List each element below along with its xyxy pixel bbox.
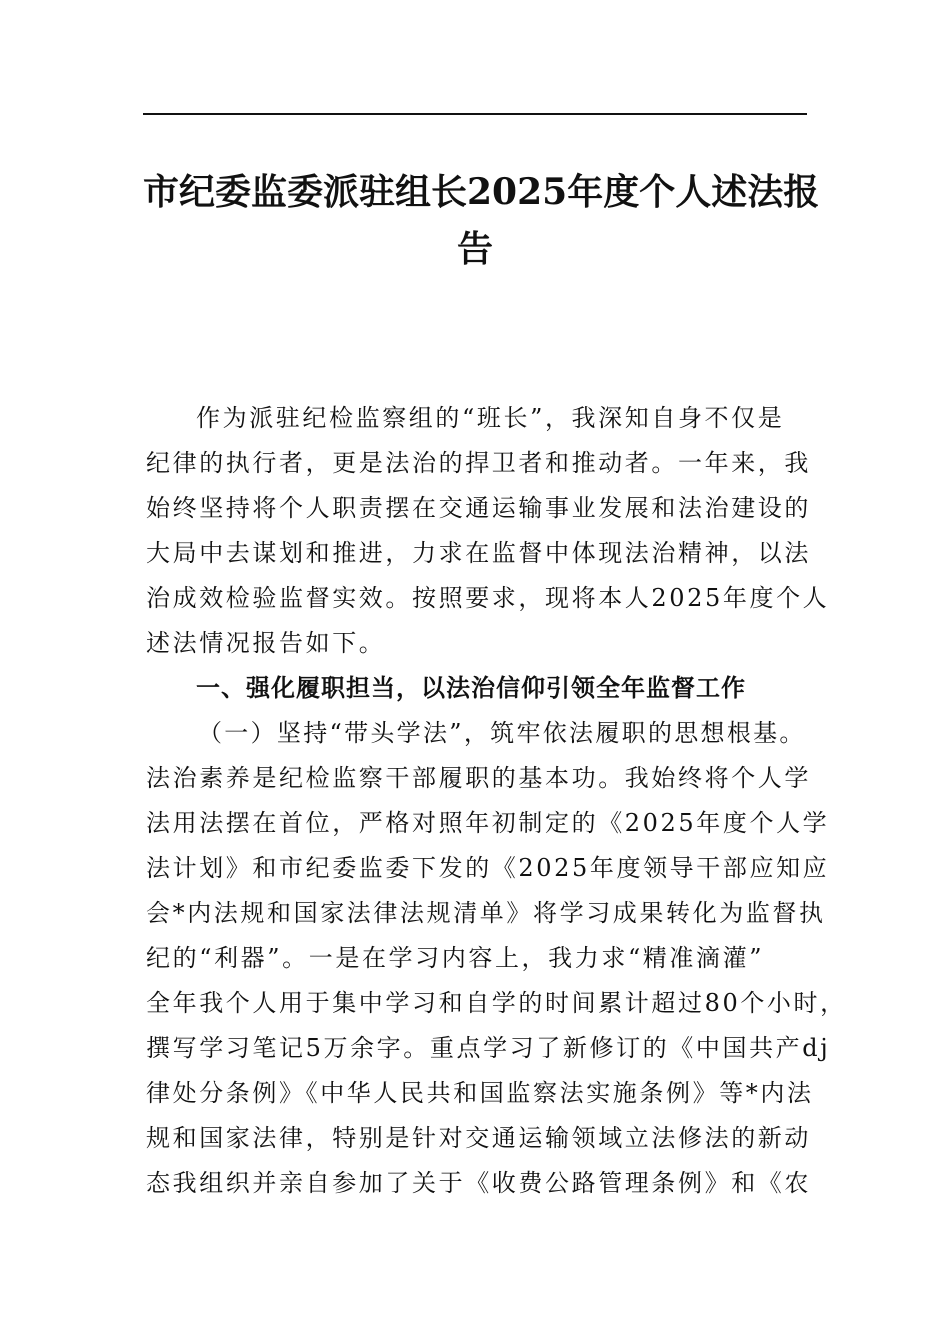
- paragraph-line: 纪律的执行者，更是法治的捍卫者和推动者。一年来，我: [146, 449, 811, 477]
- title-line-1: 市纪委监委派驻组长2025年度个人述法报: [143, 171, 820, 213]
- header-rule: [143, 113, 807, 115]
- paragraph-line: 作为派驻纪检监察组的“班长”，我深知自身不仅是: [196, 404, 785, 432]
- title-line-2: 告: [456, 228, 493, 270]
- paragraph-line: 规和国家法律，特别是针对交通运输领域立法修法的新动: [146, 1124, 811, 1152]
- section-heading: 一、强化履职担当，以法治信仰引领全年监督工作: [196, 674, 746, 702]
- paragraph-line: 撰写学习笔记5万余字。重点学习了新修订的《中国共产dj: [146, 1034, 831, 1062]
- paragraph-line: 法用法摆在首位，严格对照年初制定的《2025年度个人学: [146, 809, 830, 837]
- paragraph-line: 大局中去谋划和推进，力求在监督中体现法治精神，以法: [146, 539, 811, 567]
- paragraph-line: 治成效检验监督实效。按照要求，现将本人2025年度个人: [146, 584, 830, 612]
- paragraph-line: 始终坚持将个人职责摆在交通运输事业发展和法治建设的: [146, 494, 811, 522]
- paragraph-line: 法治素养是纪检监察干部履职的基本功。我始终将个人学: [146, 764, 811, 792]
- paragraph-line: 法计划》和市纪委监委下发的《2025年度领导干部应知应: [146, 854, 830, 882]
- document-title: [143, 164, 820, 278]
- paragraph-line: 律处分条例》《中华人民共和国监察法实施条例》等*内法: [146, 1079, 814, 1107]
- paragraph-line: 述法情况报告如下。: [146, 629, 386, 657]
- paragraph-line: 全年我个人用于集中学习和自学的时间累计超过80个小时，: [146, 989, 847, 1017]
- document-body: [146, 396, 847, 1206]
- paragraph-line: 态我组织并亲自参加了关于《收费公路管理条例》和《农: [146, 1169, 811, 1197]
- subsection-heading: （一）坚持“带头学法”，筑牢依法履职的思想根基。: [198, 719, 806, 747]
- paragraph-line: 会*内法规和国家法律法规清单》将学习成果转化为监督执: [146, 899, 826, 927]
- paragraph-line: 纪的“利器”。一是在学习内容上，我力求“精准滴灌”: [146, 944, 765, 972]
